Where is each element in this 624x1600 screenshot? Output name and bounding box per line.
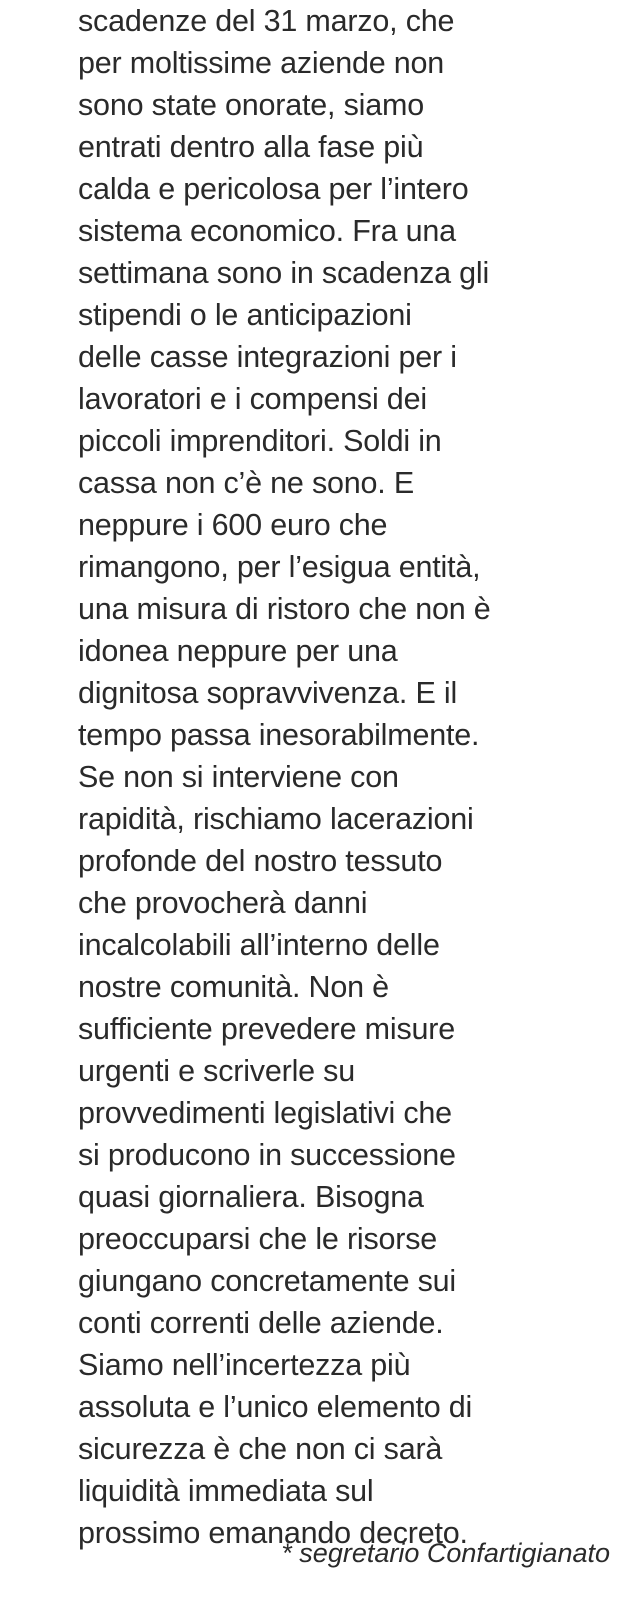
text-line: Siamo nell’incertezza più bbox=[78, 1348, 411, 1382]
text-line: incalcolabili all’interno delle bbox=[78, 928, 440, 962]
text-line: neppure i 600 euro che bbox=[78, 508, 388, 542]
text-line: rapidità, rischiamo lacerazioni bbox=[78, 802, 474, 836]
text-line: sicurezza è che non ci sarà bbox=[78, 1432, 443, 1466]
text-line: che provocherà danni bbox=[78, 886, 368, 920]
article-body bbox=[78, 0, 618, 1554]
text-line: dignitosa sopravvivenza. E il bbox=[78, 676, 458, 710]
text-line: cassa non c’è ne sono. E bbox=[78, 466, 415, 500]
text-line: delle casse integrazioni per i bbox=[78, 340, 457, 374]
text-line: conti correnti delle aziende. bbox=[78, 1306, 444, 1340]
text-line: prossimo emanando decreto. bbox=[78, 1516, 468, 1550]
text-line: piccoli imprenditori. Soldi in bbox=[78, 424, 442, 458]
text-line: tempo passa inesorabilmente. bbox=[78, 718, 480, 752]
text-line: una misura di ristoro che non è bbox=[78, 592, 491, 626]
text-line: quasi giornaliera. Bisogna bbox=[78, 1180, 424, 1214]
author-signature: * segretario Confartigianato bbox=[281, 1538, 610, 1568]
text-line: sono state onorate, siamo bbox=[78, 88, 424, 122]
text-line: si producono in successione bbox=[78, 1138, 456, 1172]
text-line: sufficiente prevedere misure bbox=[78, 1012, 455, 1046]
text-line: lavoratori e i compensi dei bbox=[78, 382, 427, 416]
text-line: Se non si interviene con bbox=[78, 760, 399, 794]
text-line: idonea neppure per una bbox=[78, 634, 398, 668]
text-line: calda e pericolosa per l’intero bbox=[78, 172, 469, 206]
text-line: rimangono, per l’esigua entità, bbox=[78, 550, 481, 584]
text-line: stipendi o le anticipazioni bbox=[78, 298, 412, 332]
text-line: scadenze del 31 marzo, che bbox=[78, 4, 455, 38]
text-line: provvedimenti legislativi che bbox=[78, 1096, 452, 1130]
text-line: entrati dentro alla fase più bbox=[78, 130, 424, 164]
text-line: preoccuparsi che le risorse bbox=[78, 1222, 438, 1256]
text-line: sistema economico. Fra una bbox=[78, 214, 456, 248]
text-line: per moltissime aziende non bbox=[78, 46, 445, 80]
text-line: liquidità immediata sul bbox=[78, 1474, 374, 1508]
text-line: assoluta e l’unico elemento di bbox=[78, 1390, 473, 1424]
text-line: settimana sono in scadenza gli bbox=[78, 256, 490, 290]
text-line: urgenti e scriverle su bbox=[78, 1054, 355, 1088]
text-line: giungano concretamente sui bbox=[78, 1264, 457, 1298]
text-line: nostre comunità. Non è bbox=[78, 970, 389, 1004]
text-line: profonde del nostro tessuto bbox=[78, 844, 443, 878]
